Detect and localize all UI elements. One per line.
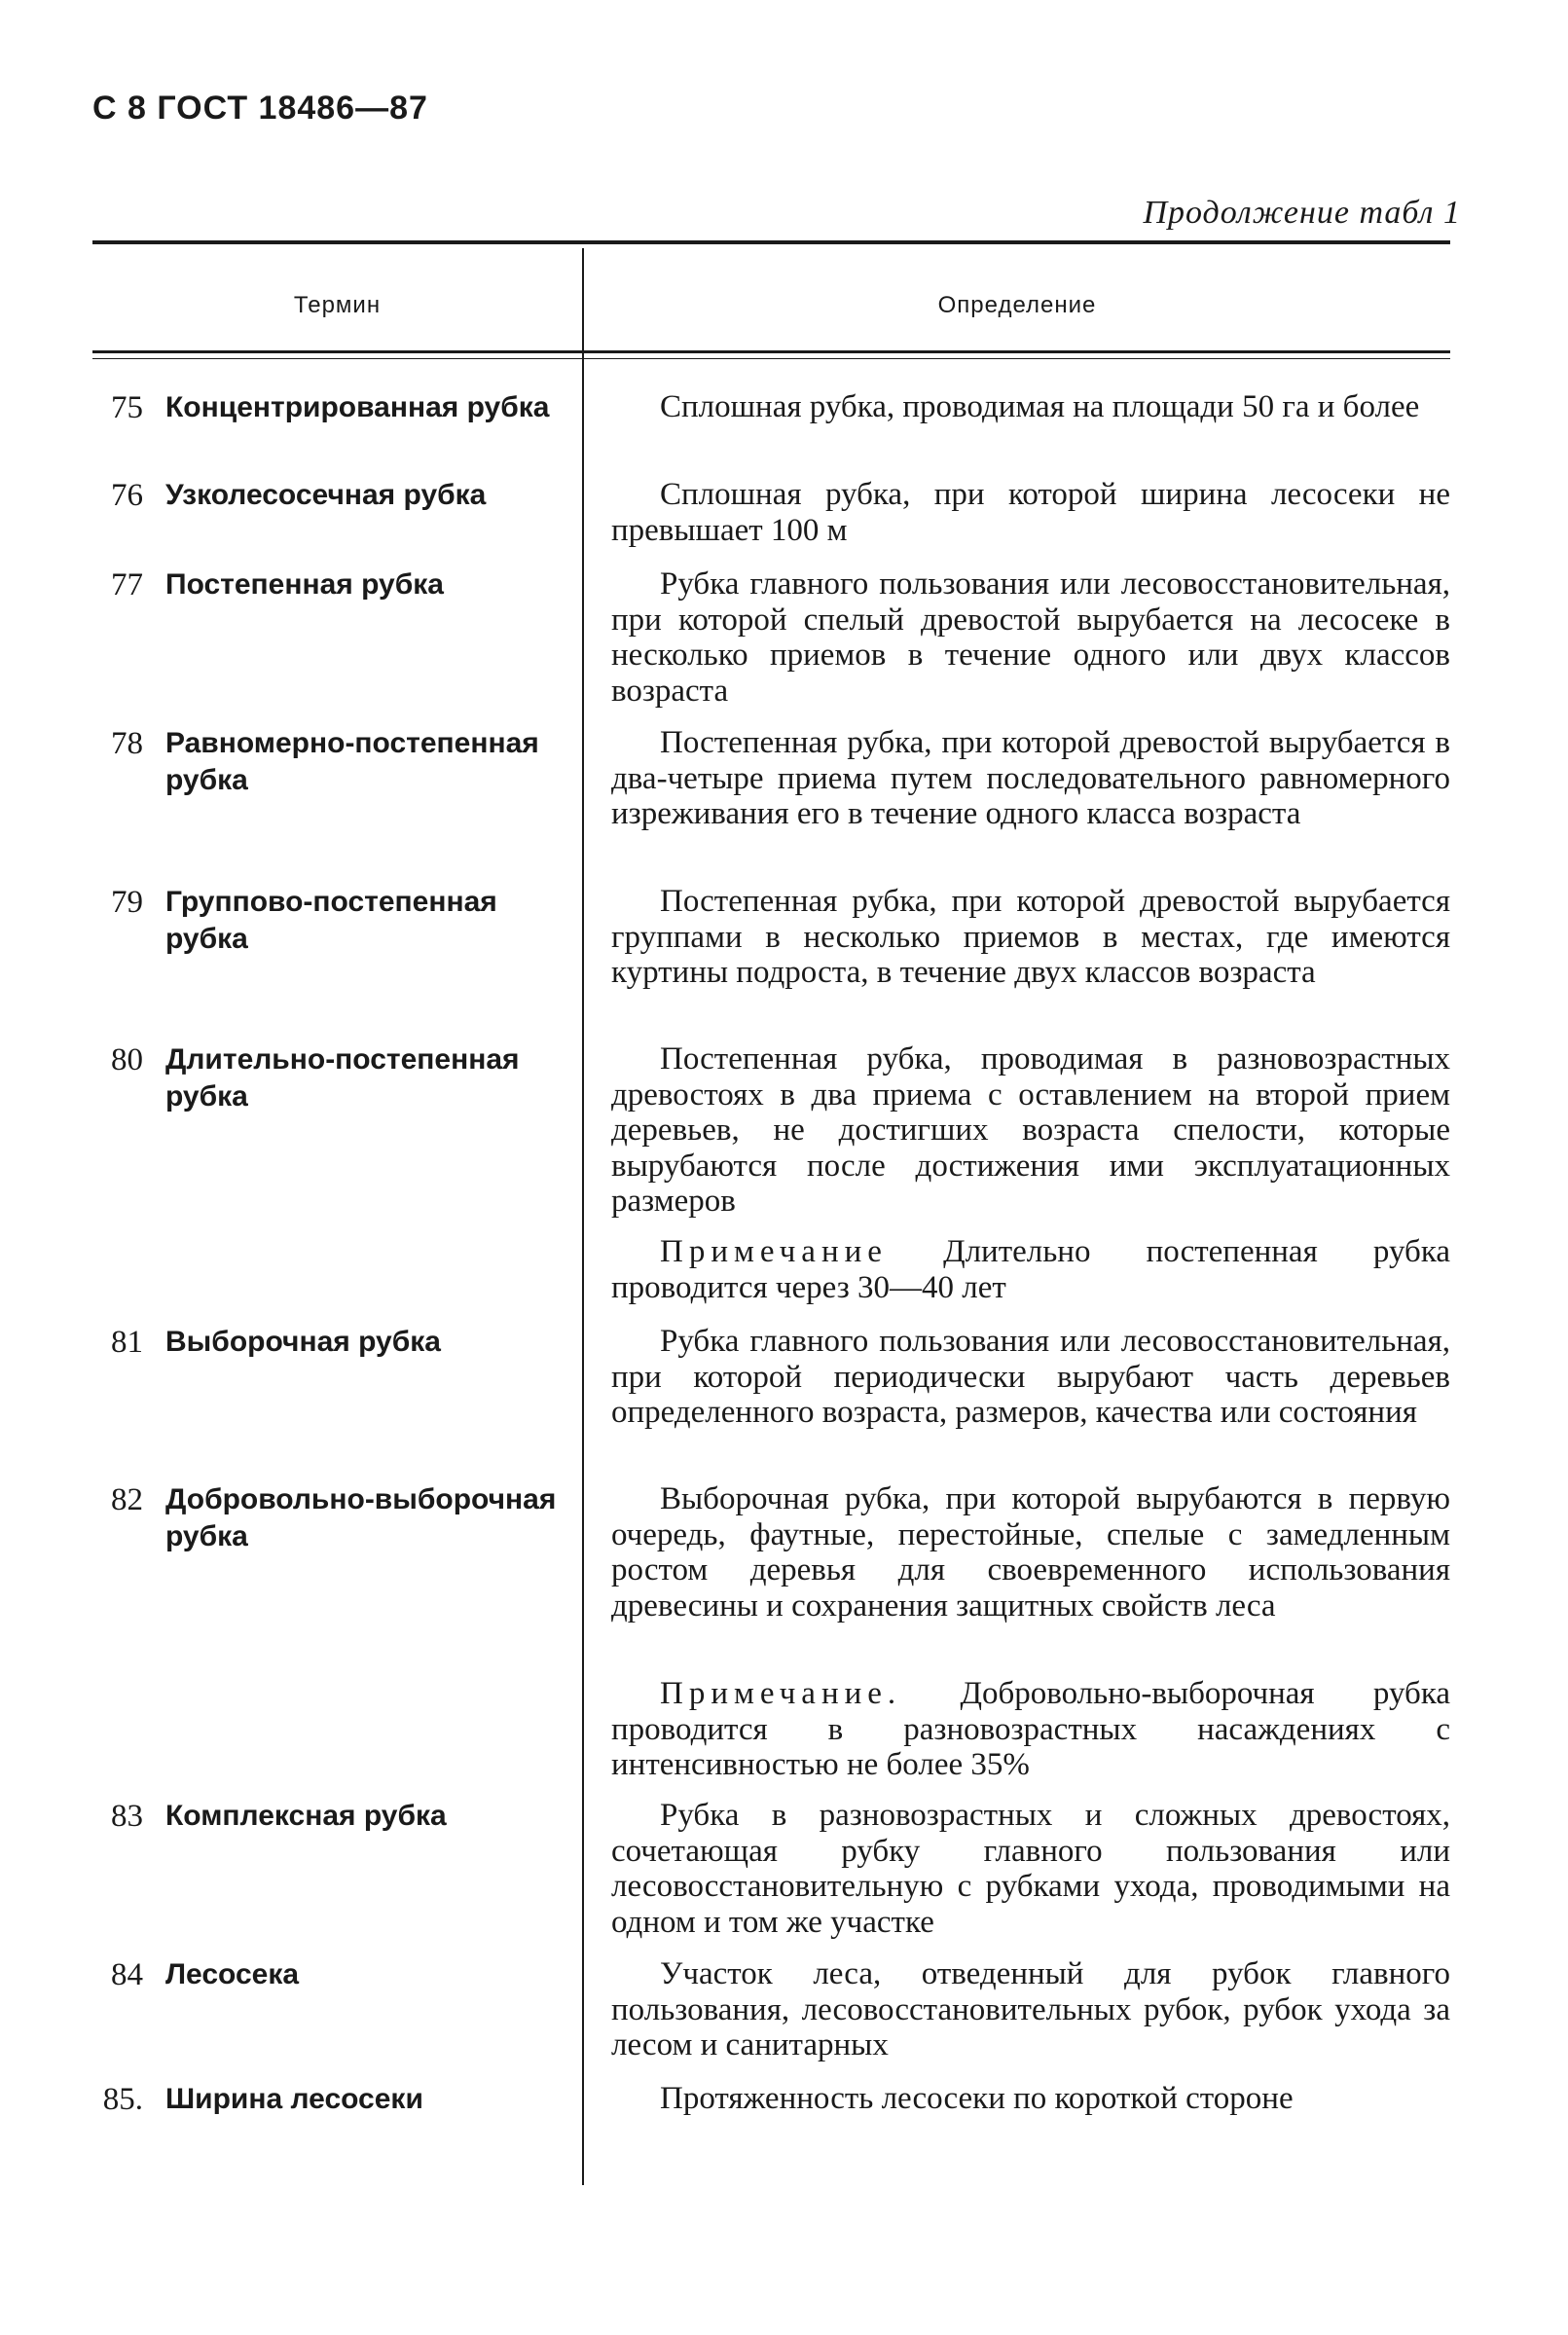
term: Лесосека [165,1958,300,1990]
definition-note [611,1676,1450,1783]
term-number: 79 [111,885,143,920]
term: Концентрированная рубка [165,391,550,423]
term-number: 82 [111,1482,143,1517]
note-label: Примечание. [660,1676,902,1711]
definition: Выборочная рубка, при которой вырубаются в первую очередь, фаутные, перестойные, спелые с замедленным ростом деревья для своевременного использования древесины и сохранения защитных свойств леса [611,1481,1450,1624]
term: Постепенная рубка [165,568,444,601]
column-divider [582,248,584,2185]
note-text: Длительно постепенная рубка проводится через 30—40 лет [611,1234,1451,1305]
term-number: 77 [111,567,143,602]
term: Длительно-постепенная рубка [165,1043,520,1113]
term-number: 78 [111,726,143,761]
column-header-term: Термин [293,292,382,318]
table-continuation-label: Продолжение табл 1 [1143,195,1461,231]
definition: Сплошная рубка, проводимая на площади 50 га и более [660,389,1420,424]
term-number: 81 [111,1325,143,1360]
term: Добровольно-выборочная рубка [165,1483,557,1552]
definition: Рубка в разновозрастных и сложных древостоях, сочетающая рубку главного пользования или лесовосстановительную с рубками ухода, проводимыми на одном и том же участке [611,1798,1450,1940]
column-header-definition: Определение [937,292,1097,318]
note-label: Примечание [660,1234,888,1269]
header-rule [92,350,1450,353]
definition: Рубка главного пользования или лесовосстановительная, при которой периодически вырубают часть деревьев определенного возраста, размеров, качества или состояния [611,1324,1450,1430]
term: Группово-постепенная рубка [165,886,497,955]
definition: Рубка главного пользования или лесовосстановительная, при которой спелый древостой вырубается на лесосеке в несколько приемов в течение одного или двух классов возраста [611,566,1450,709]
header-rule-thin [92,358,1450,359]
term: Равномерно-постепенная рубка [165,727,539,796]
term: Выборочная рубка [165,1326,441,1358]
term-number: 85. [102,2082,143,2117]
term-number: 84 [111,1957,143,1992]
term: Комплексная рубка [165,1800,447,1832]
term: Узколесосечная рубка [165,479,487,511]
definition: Участок леса, отведенный для рубок главного пользования, лесовосстановительных рубок, рубок ухода за лесом и санитарных [611,1956,1450,2062]
definition: Сплошная рубка, при которой ширина лесосеки не превышает 100 м [611,477,1450,548]
definition: Постепенная рубка, при которой древостой вырубается в два-четыре приема путем последовательного равномерного изреживания его в течение одного класса возраста [611,725,1450,831]
table-top-rule [92,240,1450,244]
definition-note [611,1234,1450,1305]
term-number: 80 [111,1042,143,1077]
page-header: С 8 ГОСТ 18486—87 [92,90,428,127]
term-number: 76 [111,478,143,513]
term-number: 83 [111,1799,143,1834]
definition: Протяженность лесосеки по короткой стороне [660,2081,1294,2116]
note-text: Добровольно-выборочная рубка проводится в разновозрастных насаждениях с интенсивностью не более 35% [611,1676,1450,1782]
definition: Постепенная рубка, проводимая в разновозрастных древостоях в два приема с оставлением на второй прием деревьев, не достигших возраста спелости, которые вырубаются после достижения ими эксплуатационных размеров [611,1041,1450,1219]
definition: Постепенная рубка, при которой древостой вырубается группами в несколько приемов в местах, где имеются куртины подроста, в течение двух классов возраста [611,884,1450,990]
term: Ширина лесосеки [165,2083,423,2115]
term-number: 75 [111,390,143,425]
